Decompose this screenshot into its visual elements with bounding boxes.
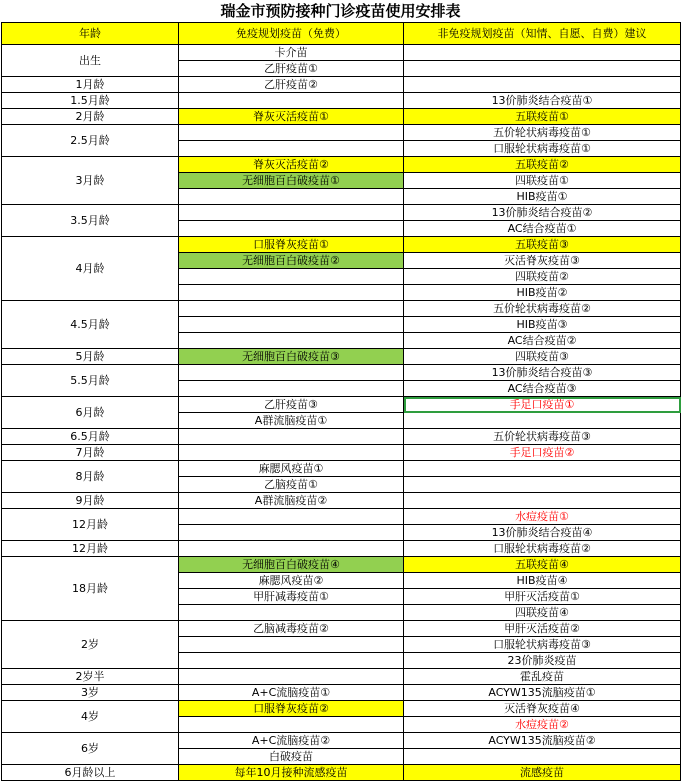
table-row xyxy=(2,669,681,685)
paid-vaccine-cell[interactable]: ACYW135流脑疫苗① xyxy=(404,685,681,701)
free-vaccine-cell[interactable]: 无细胞百白破疫苗③ xyxy=(179,349,404,365)
age-cell[interactable]: 1月龄 xyxy=(2,77,179,93)
free-vaccine-cell[interactable]: 麻腮风疫苗② xyxy=(179,573,404,589)
paid-vaccine-cell[interactable]: 手足口疫苗② xyxy=(404,445,681,461)
paid-vaccine-cell[interactable]: 五联疫苗④ xyxy=(404,557,681,573)
paid-vaccine-cell[interactable]: 13价肺炎结合疫苗③ xyxy=(404,365,681,381)
free-vaccine-cell[interactable] xyxy=(179,365,404,381)
free-vaccine-cell[interactable] xyxy=(179,381,404,397)
free-vaccine-cell[interactable] xyxy=(179,93,404,109)
paid-vaccine-cell[interactable]: 甲肝灭活疫苗② xyxy=(404,621,681,637)
table-row xyxy=(2,733,681,749)
paid-vaccine-cell[interactable]: HIB疫苗③ xyxy=(404,317,681,333)
table-row xyxy=(2,701,681,717)
table-row xyxy=(2,365,681,381)
paid-vaccine-cell[interactable]: HIB疫苗② xyxy=(404,285,681,301)
paid-vaccine-cell[interactable] xyxy=(404,477,681,493)
paid-vaccine-cell[interactable]: 水痘疫苗① xyxy=(404,509,681,525)
age-cell[interactable]: 5月龄 xyxy=(2,349,179,365)
paid-vaccine-cell[interactable]: 五联疫苗② xyxy=(404,157,681,173)
free-vaccine-cell[interactable]: 脊灰灭活疫苗② xyxy=(179,157,404,173)
free-vaccine-cell[interactable]: A+C流脑疫苗② xyxy=(179,733,404,749)
paid-vaccine-cell[interactable]: ACYW135流脑疫苗② xyxy=(404,733,681,749)
free-vaccine-cell[interactable] xyxy=(179,525,404,541)
free-vaccine-cell[interactable]: 脊灰灭活疫苗① xyxy=(179,109,404,125)
paid-vaccine-cell[interactable]: 四联疫苗② xyxy=(404,269,681,285)
age-cell[interactable]: 3月龄 xyxy=(2,157,179,205)
header-age[interactable]: 年龄 xyxy=(2,23,179,45)
paid-vaccine-cell[interactable]: 灭活脊灰疫苗④ xyxy=(404,701,681,717)
table-row xyxy=(2,397,681,413)
free-vaccine-cell[interactable]: A群流脑疫苗② xyxy=(179,493,404,509)
free-vaccine-cell[interactable]: A+C流脑疫苗① xyxy=(179,685,404,701)
paid-vaccine-cell[interactable]: 霍乱疫苗 xyxy=(404,669,681,685)
paid-vaccine-cell[interactable]: 手足口疫苗① xyxy=(404,397,681,413)
age-cell[interactable]: 7月龄 xyxy=(2,445,179,461)
free-vaccine-cell[interactable] xyxy=(179,269,404,285)
sheet-title: 瑞金市预防接种门诊疫苗使用安排表 xyxy=(220,2,461,20)
age-cell[interactable]: 18月龄 xyxy=(2,557,179,621)
free-vaccine-cell[interactable]: 口服脊灰疫苗① xyxy=(179,237,404,253)
age-cell[interactable]: 2岁半 xyxy=(2,669,179,685)
paid-vaccine-cell[interactable]: 五价轮状病毒疫苗① xyxy=(404,125,681,141)
free-vaccine-cell[interactable] xyxy=(179,333,404,349)
free-vaccine-cell[interactable]: A群流脑疫苗① xyxy=(179,413,404,429)
paid-vaccine-cell[interactable] xyxy=(404,749,681,765)
paid-vaccine-cell[interactable]: 五价轮状病毒疫苗② xyxy=(404,301,681,317)
free-vaccine-cell[interactable] xyxy=(179,285,404,301)
free-vaccine-cell[interactable]: 乙肝疫苗① xyxy=(179,61,404,77)
age-cell[interactable]: 6月龄以上 xyxy=(2,765,179,781)
table-row xyxy=(2,509,681,525)
free-vaccine-cell[interactable]: 每年10月接种流感疫苗 xyxy=(179,765,404,781)
table-row xyxy=(2,77,681,93)
free-vaccine-cell[interactable] xyxy=(179,445,404,461)
table-row xyxy=(2,45,681,61)
age-cell[interactable]: 9月龄 xyxy=(2,493,179,509)
free-vaccine-cell[interactable] xyxy=(179,317,404,333)
free-vaccine-cell[interactable] xyxy=(179,125,404,141)
free-vaccine-cell[interactable]: 乙肝疫苗② xyxy=(179,77,404,93)
table-row xyxy=(2,301,681,317)
table-row xyxy=(2,445,681,461)
paid-vaccine-cell[interactable]: 口服轮状病毒疫苗③ xyxy=(404,637,681,653)
header-free-vaccines[interactable]: 免疫规划疫苗（免费） xyxy=(179,23,404,45)
age-cell[interactable]: 4月龄 xyxy=(2,237,179,301)
paid-vaccine-cell[interactable]: AC结合疫苗① xyxy=(404,221,681,237)
table-row xyxy=(2,541,681,557)
free-vaccine-cell[interactable] xyxy=(179,653,404,669)
age-cell[interactable]: 6月龄 xyxy=(2,397,179,429)
paid-vaccine-cell[interactable]: 四联疫苗① xyxy=(404,173,681,189)
paid-vaccine-cell[interactable]: 23价肺炎疫苗 xyxy=(404,653,681,669)
free-vaccine-cell[interactable] xyxy=(179,637,404,653)
paid-vaccine-cell[interactable]: AC结合疫苗③ xyxy=(404,381,681,397)
age-cell[interactable]: 3岁 xyxy=(2,685,179,701)
free-vaccine-cell[interactable]: 甲肝减毒疫苗① xyxy=(179,589,404,605)
paid-vaccine-cell[interactable]: 五联疫苗③ xyxy=(404,237,681,253)
free-vaccine-cell[interactable]: 乙肝疫苗③ xyxy=(179,397,404,413)
paid-vaccine-cell[interactable] xyxy=(404,61,681,77)
table-row xyxy=(2,93,681,109)
age-cell[interactable]: 2月龄 xyxy=(2,109,179,125)
free-vaccine-cell[interactable] xyxy=(179,221,404,237)
age-cell[interactable]: 6岁 xyxy=(2,733,179,765)
age-cell[interactable]: 3.5月龄 xyxy=(2,205,179,237)
table-row xyxy=(2,557,681,573)
free-vaccine-cell[interactable] xyxy=(179,509,404,525)
age-cell[interactable]: 2.5月龄 xyxy=(2,125,179,157)
free-vaccine-cell[interactable] xyxy=(179,429,404,445)
free-vaccine-cell[interactable] xyxy=(179,205,404,221)
free-vaccine-cell[interactable]: 乙脑疫苗① xyxy=(179,477,404,493)
free-vaccine-cell[interactable]: 麻腮风疫苗① xyxy=(179,461,404,477)
paid-vaccine-cell[interactable]: HIB疫苗④ xyxy=(404,573,681,589)
paid-vaccine-cell[interactable]: 四联疫苗④ xyxy=(404,605,681,621)
age-cell[interactable]: 12月龄 xyxy=(2,541,179,557)
table-row xyxy=(2,205,681,221)
paid-vaccine-cell[interactable]: 13价肺炎结合疫苗② xyxy=(404,205,681,221)
age-cell[interactable]: 12月龄 xyxy=(2,509,179,541)
paid-vaccine-cell[interactable]: 五价轮状病毒疫苗③ xyxy=(404,429,681,445)
age-cell[interactable]: 1.5月龄 xyxy=(2,93,179,109)
paid-vaccine-cell[interactable] xyxy=(404,493,681,509)
paid-vaccine-cell[interactable]: 流感疫苗 xyxy=(404,765,681,781)
age-cell[interactable]: 2岁 xyxy=(2,621,179,669)
table-row xyxy=(2,237,681,253)
table-row xyxy=(2,109,681,125)
age-cell[interactable]: 8月龄 xyxy=(2,461,179,493)
table-row xyxy=(2,349,681,365)
age-cell[interactable]: 出生 xyxy=(2,45,179,77)
age-cell[interactable]: 5.5月龄 xyxy=(2,365,179,397)
paid-vaccine-cell[interactable]: 四联疫苗③ xyxy=(404,349,681,365)
free-vaccine-cell[interactable] xyxy=(179,189,404,205)
paid-vaccine-cell[interactable] xyxy=(404,45,681,61)
paid-vaccine-cell[interactable]: 口服轮状病毒疫苗① xyxy=(404,141,681,157)
free-vaccine-cell[interactable]: 无细胞百白破疫苗④ xyxy=(179,557,404,573)
header-paid-vaccines[interactable]: 非免疫规划疫苗（知情、自愿、自费）建议 xyxy=(404,23,681,45)
paid-vaccine-cell[interactable]: 13价肺炎结合疫苗④ xyxy=(404,525,681,541)
paid-vaccine-cell[interactable]: 13价肺炎结合疫苗① xyxy=(404,93,681,109)
paid-vaccine-cell[interactable]: AC结合疫苗② xyxy=(404,333,681,349)
free-vaccine-cell[interactable] xyxy=(179,301,404,317)
free-vaccine-cell[interactable]: 无细胞百白破疫苗② xyxy=(179,253,404,269)
free-vaccine-cell[interactable] xyxy=(179,141,404,157)
vaccine-schedule-table xyxy=(1,22,681,781)
age-cell[interactable]: 6.5月龄 xyxy=(2,429,179,445)
free-vaccine-cell[interactable]: 白破疫苗 xyxy=(179,749,404,765)
table-row xyxy=(2,621,681,637)
age-cell[interactable]: 4岁 xyxy=(2,701,179,733)
table-row xyxy=(2,461,681,477)
free-vaccine-cell[interactable]: 卡介苗 xyxy=(179,45,404,61)
header-row xyxy=(2,23,681,45)
table-row xyxy=(2,125,681,141)
paid-vaccine-cell[interactable] xyxy=(404,77,681,93)
free-vaccine-cell[interactable]: 口服脊灰疫苗② xyxy=(179,701,404,717)
free-vaccine-cell[interactable] xyxy=(179,541,404,557)
paid-vaccine-cell[interactable]: HIB疫苗① xyxy=(404,189,681,205)
paid-vaccine-cell[interactable] xyxy=(404,413,681,429)
free-vaccine-cell[interactable] xyxy=(179,669,404,685)
paid-vaccine-cell[interactable]: 甲肝灭活疫苗① xyxy=(404,589,681,605)
free-vaccine-cell[interactable] xyxy=(179,605,404,621)
table-row xyxy=(2,429,681,445)
table-row xyxy=(2,685,681,701)
free-vaccine-cell[interactable] xyxy=(179,717,404,733)
paid-vaccine-cell[interactable]: 灭活脊灰疫苗③ xyxy=(404,253,681,269)
free-vaccine-cell[interactable]: 乙脑减毒疫苗② xyxy=(179,621,404,637)
free-vaccine-cell[interactable]: 无细胞百白破疫苗① xyxy=(179,173,404,189)
paid-vaccine-cell[interactable]: 水痘疫苗② xyxy=(404,717,681,733)
table-row xyxy=(2,765,681,781)
table-row xyxy=(2,157,681,173)
age-cell[interactable]: 4.5月龄 xyxy=(2,301,179,349)
paid-vaccine-cell[interactable] xyxy=(404,461,681,477)
paid-vaccine-cell[interactable]: 口服轮状病毒疫苗② xyxy=(404,541,681,557)
paid-vaccine-cell[interactable]: 五联疫苗① xyxy=(404,109,681,125)
table-row xyxy=(2,493,681,509)
